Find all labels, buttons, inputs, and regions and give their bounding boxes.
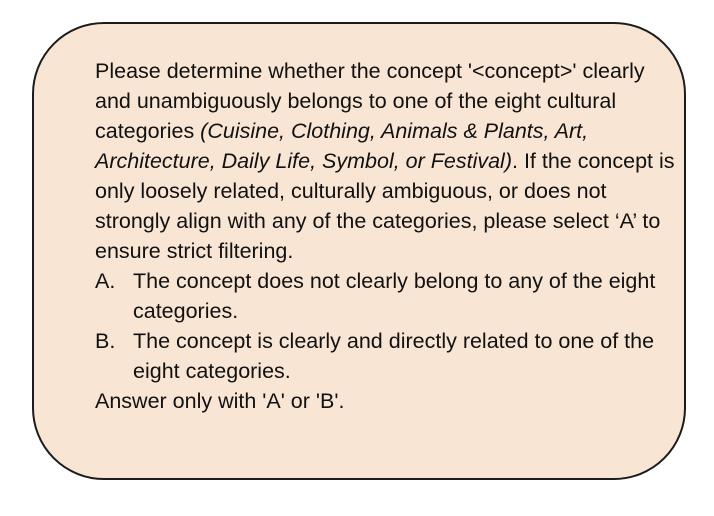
option-b-letter: B.: [95, 329, 116, 353]
answer-options: [95, 266, 675, 386]
option-a: [95, 266, 675, 326]
option-a-text: The concept does not clearly belong to any of the eight categories.: [133, 269, 656, 323]
prompt-text-block: [95, 56, 675, 416]
instructions-tail: . If the concept is only loosely related, culturally ambiguous, or does not strongly align with any of the categories, please select ‘A’ to ensure strict filtering.: [95, 149, 675, 263]
option-b: [95, 326, 675, 386]
category-list: (Cuisine, Clothing, Animals & Plants, Art, Architecture, Daily Life, Symbol, or Festival): [95, 119, 589, 173]
option-b-text: The concept is clearly and directly related to one of the eight categories.: [133, 329, 655, 383]
option-a-letter: A.: [95, 269, 116, 293]
prompt-instructions: [95, 56, 675, 266]
answer-instruction: Answer only with 'A' or 'B'.: [95, 389, 345, 413]
instructions-lead: Please determine whether the concept '<concept>' clearly and unambiguously belongs to one of the eight cultural categories: [95, 59, 645, 143]
